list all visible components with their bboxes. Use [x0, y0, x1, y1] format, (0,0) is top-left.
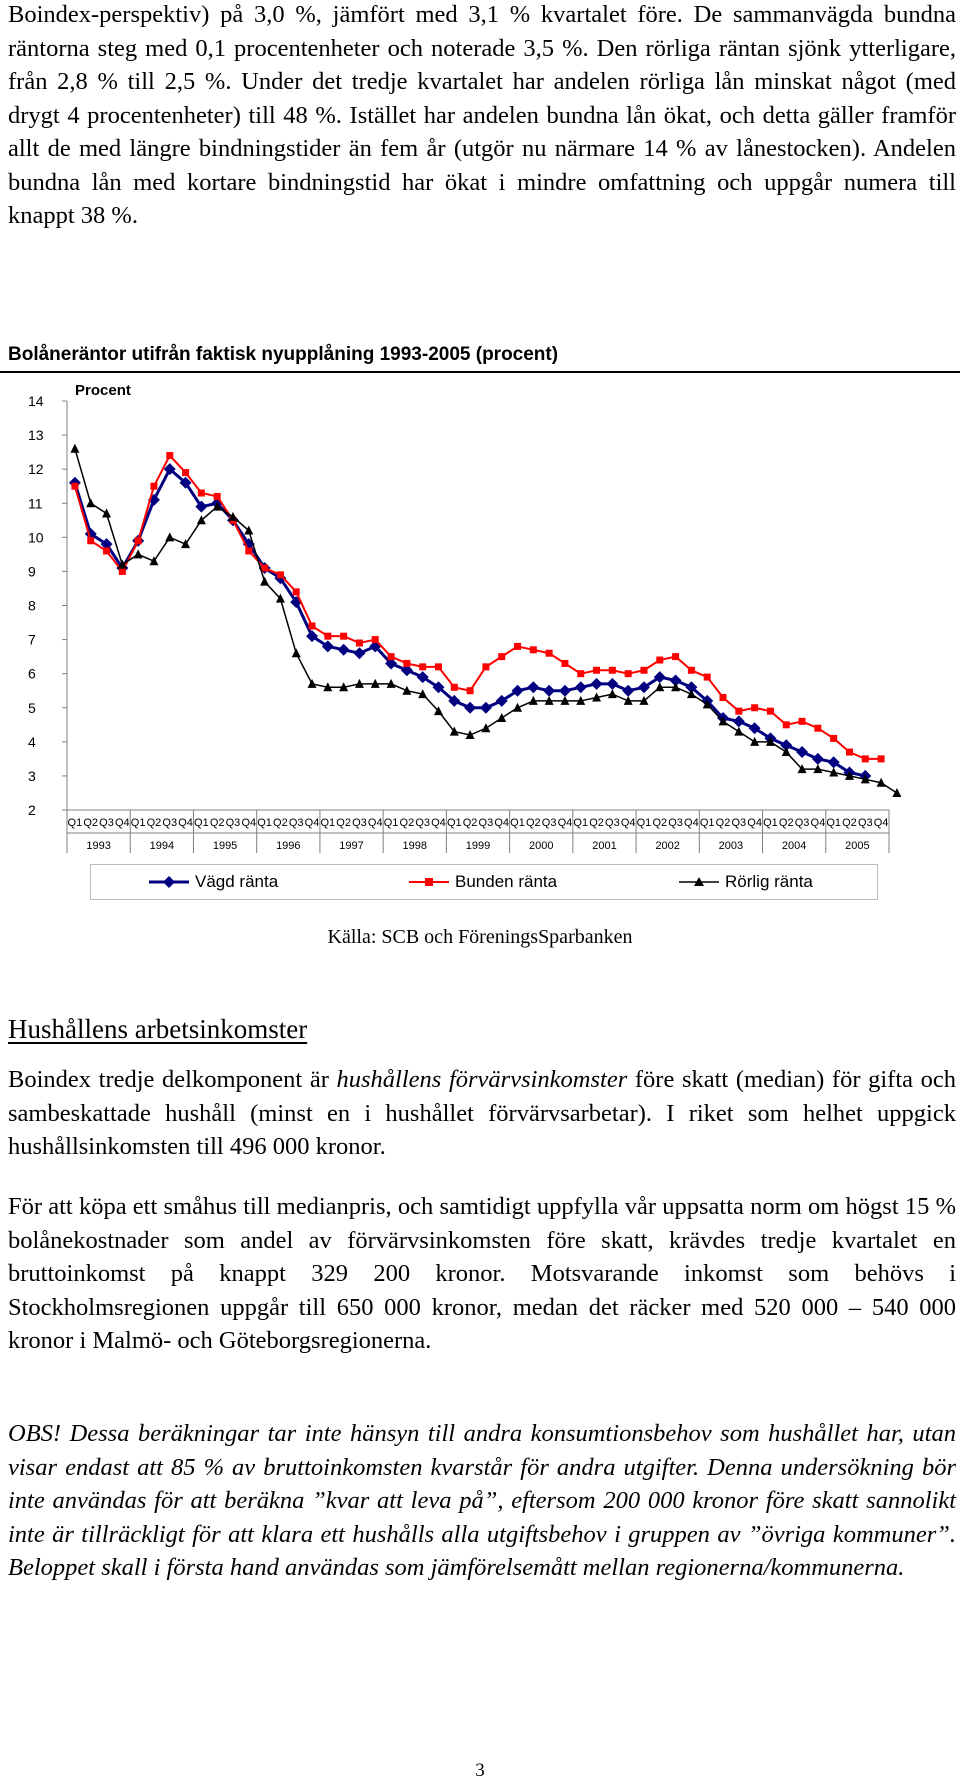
x-tick-label-quarter: Q2: [209, 817, 225, 829]
data-point-triangle: [481, 723, 490, 732]
data-point-square: [561, 660, 568, 667]
data-point-square: [482, 663, 489, 670]
x-tick-label-quarter: Q2: [842, 817, 857, 829]
data-point-diamond: [338, 644, 350, 656]
x-tick-label-year: 1999: [465, 840, 491, 852]
x-tick-label-quarter: Q4: [620, 817, 636, 829]
legend-label-weighted: Vägd ränta: [195, 872, 279, 891]
data-point-square: [166, 452, 173, 459]
x-tick-label-quarter: Q4: [178, 817, 193, 829]
income-text-end: före skatt (median) för gifta och sambeskattade hushåll (minst en i hushållet förvärvsarbetar). I riket som helhet uppgick hushållsinkomsten till 496 000 kronor.: [8, 1066, 957, 1160]
x-tick-label-quarter: Q4: [367, 817, 383, 829]
legend-label-variable: Rörlig ränta: [725, 872, 813, 891]
x-tick-label-year: 2001: [592, 840, 617, 852]
data-point-triangle: [260, 577, 269, 586]
x-tick-label-year: 1994: [149, 840, 175, 852]
source-note: Källa: SCB och FöreningsSparbanken: [327, 926, 633, 948]
chart-legend: [90, 864, 878, 900]
x-tick-label-quarter: Q4: [494, 817, 510, 829]
x-tick-label-quarter: Q2: [336, 817, 351, 829]
x-tick-label-quarter: Q4: [431, 817, 446, 829]
data-point-square: [735, 708, 742, 715]
data-point-square: [182, 469, 189, 476]
x-tick-label-quarter: Q3: [605, 817, 620, 829]
x-tick-label-quarter: Q3: [478, 817, 494, 829]
data-point-square: [846, 749, 853, 756]
data-point-square: [198, 490, 205, 497]
y-tick-label: 5: [28, 699, 36, 716]
x-tick-label-quarter: Q4: [747, 817, 762, 829]
income-paragraph: [8, 1063, 956, 1164]
section-heading: Hushållens arbetsinkomster: [8, 1014, 308, 1044]
obs-paragraph: OBS! Dessa beräkningar tar inte hänsyn till andra konsumtionsbehov som hushållet har, utan visar endast att 85 % av bruttoinkomsten kvarstår för andra utgifter. Denna undersökning bör inte användas för att beräkna ”kvar att leva på”, eftersom 200 000 kronor före skatt sannolikt inte är tillräckligt för att klara ett hushålls alla utgiftsbehov i gruppen av ”övriga kommuner”. Beloppet skall i första hand användas som jämförelsemått mellan regionerna/kommunerna.: [8, 1420, 956, 1581]
series-line-diamond: [75, 469, 865, 776]
y-tick-label: 7: [28, 631, 36, 648]
x-tick-label-quarter: Q1: [320, 817, 336, 829]
data-point-square: [87, 537, 94, 544]
data-point-square: [435, 663, 442, 670]
data-point-square: [135, 537, 142, 544]
data-point-square: [625, 670, 632, 677]
x-tick-label-quarter: Q1: [699, 817, 715, 829]
data-point-diamond: [543, 685, 555, 697]
data-point-diamond: [559, 685, 571, 697]
data-point-square: [324, 633, 331, 640]
data-point-diamond: [796, 746, 808, 758]
income-text-start: Boindex tredje delkomponent är: [8, 1066, 337, 1093]
x-tick-label-quarter: Q2: [525, 817, 541, 829]
data-point-triangle: [308, 679, 317, 688]
data-point-square: [119, 568, 126, 575]
x-tick-label-quarter: Q1: [383, 817, 399, 829]
legend-item-fixed: [409, 865, 557, 899]
y-tick-label: 8: [28, 597, 36, 614]
x-tick-label-quarter: Q3: [857, 817, 873, 829]
data-point-square: [467, 687, 474, 694]
y-tick-label: 6: [28, 665, 36, 682]
legend-label-fixed: Bunden ränta: [455, 872, 558, 891]
x-tick-label-quarter: Q3: [99, 817, 114, 829]
data-point-square: [577, 670, 584, 677]
data-point-square: [261, 565, 268, 572]
data-point-square: [309, 622, 316, 629]
x-tick-label-quarter: Q2: [462, 817, 478, 829]
data-point-triangle: [513, 703, 522, 712]
data-point-diamond: [591, 678, 603, 690]
x-tick-label-quarter: Q1: [257, 817, 272, 829]
y-tick-label: 3: [28, 767, 36, 784]
data-point-square: [751, 704, 758, 711]
x-tick-label-quarter: Q4: [304, 817, 320, 829]
data-point-square: [150, 483, 157, 490]
data-point-square: [546, 650, 553, 657]
data-point-square: [704, 674, 711, 681]
legend-item-weighted: [149, 865, 278, 899]
data-point-square: [419, 663, 426, 670]
data-point-square: [403, 660, 410, 667]
x-tick-label-year: 1993: [86, 840, 111, 852]
x-tick-label-quarter: Q2: [715, 817, 731, 829]
x-tick-label-year: 1997: [339, 840, 364, 852]
page-number: 3: [475, 1760, 485, 1781]
data-point-square: [656, 657, 663, 664]
x-tick-label-quarter: Q3: [668, 817, 683, 829]
data-point-square: [799, 718, 806, 725]
data-point-square: [672, 653, 679, 660]
data-point-diamond: [353, 647, 365, 659]
x-tick-label-quarter: Q2: [589, 817, 604, 829]
x-tick-label-quarter: Q1: [573, 817, 589, 829]
x-tick-label-quarter: Q1: [510, 817, 525, 829]
x-tick-label-quarter: Q2: [652, 817, 668, 829]
x-tick-label-year: 2000: [528, 840, 554, 852]
y-tick-label: 9: [28, 563, 36, 580]
data-point-square: [814, 725, 821, 732]
data-point-square: [372, 636, 379, 643]
y-tick-label: 4: [28, 733, 36, 750]
data-point-triangle: [134, 549, 143, 558]
interest-rate-chart: [0, 373, 960, 853]
data-point-square: [830, 735, 837, 742]
y-tick-label: 13: [28, 427, 44, 444]
data-point-square: [878, 755, 885, 762]
x-tick-label-quarter: Q4: [873, 817, 889, 829]
x-tick-label-quarter: Q1: [446, 817, 462, 829]
x-tick-label-year: 2004: [781, 840, 807, 852]
y-tick-label: 11: [28, 495, 43, 512]
x-tick-label-quarter: Q3: [225, 817, 241, 829]
purchase-paragraph: För att köpa ett småhus till medianpris, och samtidigt uppfylla vår uppsatta norm om högst 15 % bolånekostnader som andel av förvärvsinkomsten före skatt, krävdes tredje kvartalet en bruttoinkomst på knappt 329 200 kronor. Motsvarande inkomst som behövs i Stockholmsregionen uppgår till 650 000 kronor, medan det räcker med 520 000 – 540 000 kronor i Malmö- och Göteborgsregionerna.: [8, 1193, 956, 1354]
data-point-square: [214, 493, 221, 500]
data-point-triangle: [734, 727, 743, 736]
x-tick-label-quarter: Q3: [415, 817, 431, 829]
x-tick-label-year: 2002: [655, 840, 680, 852]
data-point-square: [356, 639, 363, 646]
legend-marker-square: [409, 875, 449, 889]
data-point-square: [783, 721, 790, 728]
x-tick-label-year: 2005: [845, 840, 870, 852]
data-point-square: [103, 547, 110, 554]
data-point-triangle: [102, 508, 111, 517]
x-tick-label-quarter: Q4: [810, 817, 826, 829]
data-point-square: [720, 694, 727, 701]
data-point-square: [767, 708, 774, 715]
x-tick-label-quarter: Q1: [826, 817, 842, 829]
x-tick-label-quarter: Q4: [241, 817, 257, 829]
y-tick-label: 12: [28, 461, 44, 478]
x-tick-label-year: 2003: [718, 840, 744, 852]
x-tick-label-quarter: Q3: [794, 817, 810, 829]
data-point-square: [640, 667, 647, 674]
x-tick-label-quarter: Q2: [273, 817, 288, 829]
y-tick-label: 14: [28, 393, 44, 409]
x-tick-label-quarter: Q3: [288, 817, 304, 829]
data-point-square: [451, 684, 458, 691]
data-point-diamond: [464, 702, 476, 714]
x-tick-label-quarter: Q1: [763, 817, 778, 829]
data-point-square: [71, 483, 78, 490]
x-tick-label-quarter: Q3: [541, 817, 557, 829]
income-text-italic: hushållens förvärvsinkomster: [336, 1066, 628, 1093]
chart-title: Bolåneräntor utifrån faktisk nyupplåning 1993-2005 (procent): [8, 344, 559, 365]
data-point-triangle: [70, 444, 79, 453]
legend-marker-triangle: [679, 875, 719, 889]
x-tick-label-quarter: Q3: [352, 817, 367, 829]
data-point-diamond: [622, 685, 634, 697]
x-tick-label-quarter: Q1: [194, 817, 209, 829]
data-point-square: [277, 571, 284, 578]
data-point-triangle: [497, 713, 506, 722]
data-point-diamond: [606, 678, 618, 690]
data-point-triangle: [86, 498, 95, 507]
data-point-diamond: [812, 753, 824, 765]
x-tick-label-quarter: Q1: [130, 817, 146, 829]
x-tick-label-quarter: Q2: [399, 817, 415, 829]
data-point-square: [593, 667, 600, 674]
data-point-square: [688, 667, 695, 674]
series-line-square: [75, 456, 881, 759]
data-point-square: [862, 755, 869, 762]
data-point-square: [530, 646, 537, 653]
y-axis-label: Procent: [75, 382, 131, 399]
data-point-triangle: [782, 747, 791, 756]
legend-item-variable: [679, 865, 813, 899]
data-point-triangle: [608, 689, 617, 698]
x-tick-label-quarter: Q1: [67, 817, 83, 829]
data-point-triangle: [402, 686, 411, 695]
data-point-square: [293, 588, 300, 595]
data-point-square: [498, 653, 505, 660]
x-tick-label-quarter: Q2: [146, 817, 162, 829]
x-tick-label-quarter: Q3: [162, 817, 178, 829]
x-tick-label-quarter: Q3: [731, 817, 747, 829]
data-point-square: [388, 653, 395, 660]
data-point-diamond: [480, 702, 492, 714]
data-point-square: [609, 667, 616, 674]
data-point-diamond: [575, 681, 587, 693]
x-tick-label-year: 1998: [402, 840, 428, 852]
x-tick-label-year: 1996: [276, 840, 301, 852]
x-tick-label-quarter: Q4: [557, 817, 573, 829]
data-point-triangle: [292, 648, 301, 657]
data-point-triangle: [165, 532, 174, 541]
data-point-square: [514, 643, 521, 650]
x-tick-label-quarter: Q2: [778, 817, 794, 829]
y-tick-label: 10: [28, 529, 44, 546]
intro-paragraph: Boindex-perspektiv) på 3,0 %, jämfört med 3,1 % kvartalet före. De sammanvägda bundna räntorna steg med 0,1 procentenheter och noterade 3,5 %. Den rörliga räntan sjönk ytterligare, från 2,8 % till 2,5 %. Under det tredje kvartalet har andelen rörliga lån minskat något (med drygt 4 procentenheter) till 48 %. Istället har andelen bundna lån ökat, och detta gäller framför allt de med längre bindningstider än fem år (utgör nu närmare 14 % av lånestocken). Andelen bundna lån med kortare bindningstid har ökat i mindre omfattning och uppgår numera till knappt 38 %.: [8, 1, 956, 229]
y-tick-label: 2: [28, 802, 36, 818]
legend-marker-diamond: [149, 875, 189, 889]
data-point-triangle: [892, 788, 901, 797]
data-point-diamond: [733, 715, 745, 727]
data-point-square: [245, 547, 252, 554]
x-tick-label-quarter: Q2: [83, 817, 99, 829]
x-tick-label-year: 1995: [212, 840, 238, 852]
data-point-square: [340, 633, 347, 640]
x-tick-label-quarter: Q4: [114, 817, 130, 829]
x-tick-label-quarter: Q1: [636, 817, 652, 829]
x-tick-label-quarter: Q4: [684, 817, 699, 829]
data-point-diamond: [527, 681, 539, 693]
